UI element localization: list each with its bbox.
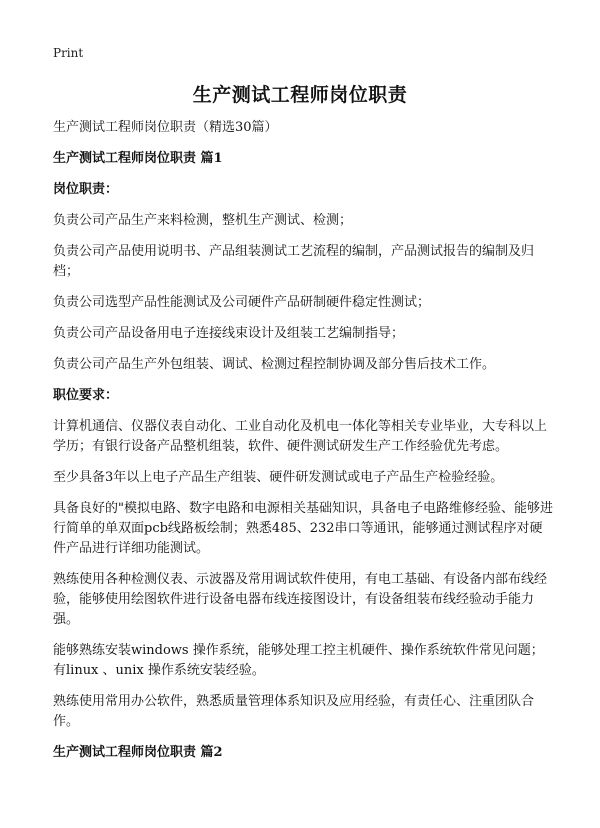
duty-item: 负责公司产品生产外包组装、调试、检测过程控制协调及部分售后技术工作。 bbox=[53, 357, 496, 372]
duties-heading: 岗位职责： bbox=[53, 182, 119, 197]
section-heading-1: 生产测试工程师岗位职责 篇1 bbox=[53, 151, 223, 166]
duty-item: 负责公司产品设备用电子连接线束设计及组装工艺编制指导； bbox=[53, 326, 405, 341]
duty-item: 负责公司产品使用说明书、产品组装测试工艺流程的编制，产品测试报告的编制及归档； bbox=[53, 244, 535, 279]
intro-paragraph: 生产测试工程师岗位职责（精选30篇） bbox=[53, 120, 278, 135]
requirement-item: 能够熟练安装windows 操作系统，能够处理工控主机硬件、操作系统软件常见问题；有linux 、unix 操作系统安装经验。 bbox=[53, 643, 544, 678]
requirement-item: 具备良好的"模拟电路、数字电路和电源相关基础知识，具备电子电路维修经验、能够进行简单的单双面pcb线路板绘制；熟悉485、232串口等通讯，能够通过测试程序对硬件产品进行详细功能测试。 bbox=[53, 501, 553, 556]
requirement-item: 计算机通信、仪器仪表自动化、工业自动化及机电一体化等相关专业毕业，大专科以上学历；有银行设备产品整机组装，软件、硬件测试研发生产工作经验优先考虑。 bbox=[53, 419, 548, 454]
duty-item: 负责公司产品生产来料检测，整机生产测试、检测； bbox=[53, 213, 353, 228]
section-heading-2: 生产测试工程师岗位职责 篇2 bbox=[53, 745, 223, 760]
duty-item: 负责公司选型产品性能测试及公司硬件产品研制硬件稳定性测试； bbox=[53, 295, 431, 310]
document-title: 生产测试工程师岗位职责 bbox=[192, 84, 408, 106]
requirement-item: 熟练使用各种检测仪表、示波器及常用调试软件使用，有电工基础、有设备内部布线经验，能够使用绘图软件进行设备电器布线连接图设计，有设备组装布线经验动手能力强。 bbox=[53, 572, 548, 627]
requirement-item: 至少具备3年以上电子产品生产组装、硬件研发测试或电子产品生产检验经验。 bbox=[53, 470, 504, 485]
requirement-item: 熟练使用常用办公软件，熟悉质量管理体系知识及应用经验，有责任心、注重团队合作。 bbox=[53, 694, 535, 729]
print-link[interactable]: Print bbox=[53, 46, 84, 60]
document-body bbox=[53, 118, 553, 774]
requirements-heading: 职位要求： bbox=[53, 388, 119, 403]
